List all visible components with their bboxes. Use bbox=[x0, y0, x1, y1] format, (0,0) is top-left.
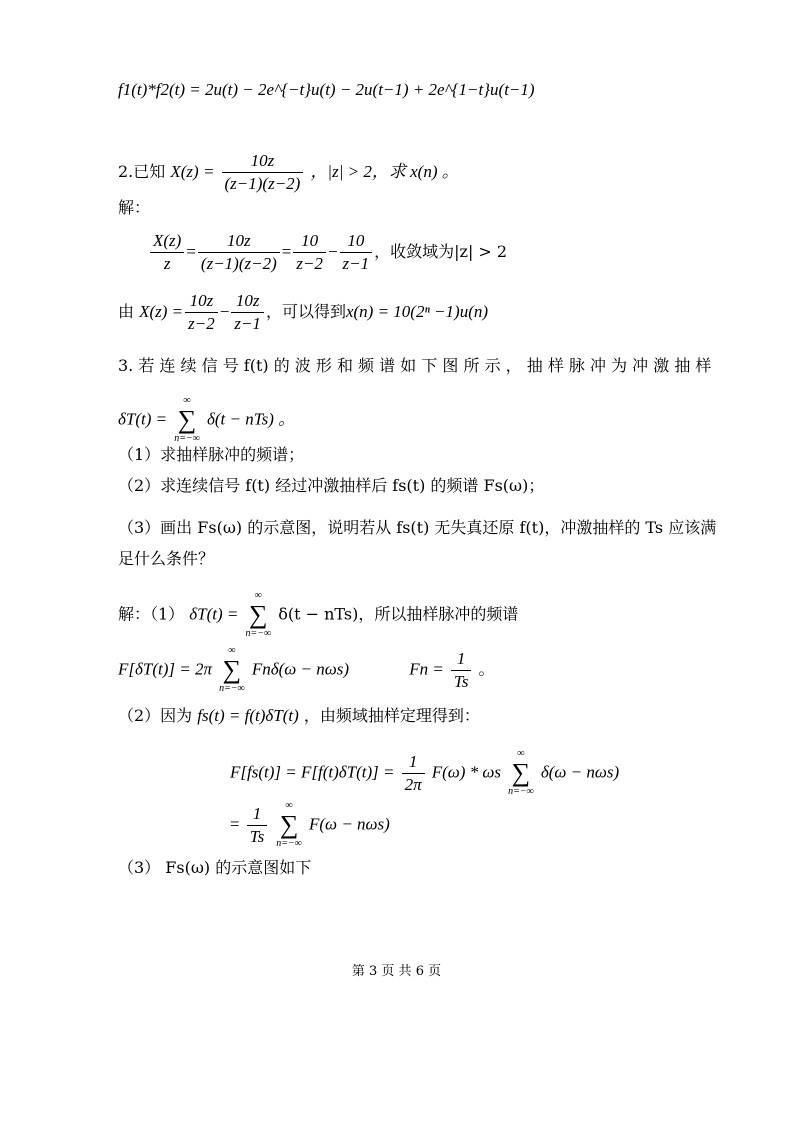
q2-numerator: 10z bbox=[222, 150, 304, 173]
q2-step-mid-den: (z−1)(z−2) bbox=[200, 254, 277, 273]
q2-res-a-num: 10z bbox=[185, 290, 218, 313]
q3-sp-sum-lower: n=−∞ bbox=[219, 683, 245, 694]
q3-eq2-den: 2π bbox=[404, 774, 422, 794]
q2-res-b-num: 10z bbox=[231, 290, 264, 313]
q2-fraction bbox=[222, 150, 304, 195]
q3-eq3-sum: ∞ ∑ n=−∞ bbox=[276, 800, 302, 849]
q3-eq2-sum-lower: n=−∞ bbox=[508, 786, 534, 797]
q3-eq3-sum-lower: n=−∞ bbox=[276, 838, 302, 849]
q3-eq2-sum-upper: ∞ bbox=[517, 748, 525, 759]
q3-sampled-spectrum bbox=[230, 748, 619, 798]
q3-fn-fraction bbox=[451, 648, 472, 693]
q3-eq3-sum-upper: ∞ bbox=[285, 800, 293, 811]
q2-step-b-den: z−1 bbox=[342, 254, 370, 273]
q2-res-b bbox=[231, 290, 264, 335]
q3-delta-body: δ(t − nTs) 。 bbox=[206, 409, 296, 429]
q3-sol1-lead: 解：（1） bbox=[118, 604, 185, 624]
q3-sum-upper: ∞ bbox=[183, 395, 191, 406]
q3-sol1-body: δ(t − nTs)，所以抽样脉冲的频谱 bbox=[278, 604, 519, 624]
q2-step-lhs-den: z bbox=[163, 254, 171, 273]
q3-fn-num: 1 bbox=[451, 648, 472, 671]
q3-solution-3: （3） Fs(ω) 的示意图如下 bbox=[118, 858, 312, 877]
q3-fn-lhs: Fn = bbox=[409, 659, 444, 679]
q3-sp-sum: ∞ ∑ n=−∞ bbox=[219, 645, 245, 694]
q2-step-b bbox=[340, 230, 373, 275]
q2-lhs: X(z) = bbox=[170, 162, 215, 181]
q2-solution-label: 解： bbox=[118, 198, 151, 217]
q2-res-x: x(n) = 10(2ⁿ −1)u(n) bbox=[345, 302, 489, 321]
convolution-result: f1(t)*f2(t) = 2u(t) − 2e^{−t}u(t) − 2u(t−1) + 2e^{1−t}u(t−1) bbox=[118, 80, 535, 99]
q2-partial-fraction: $\frac{X(z)}{z}$ = $\frac{10z}{(z-1)(z-2)}$ = $\frac{10}{z-2}$ − $\frac{10}{z-1}$ ，收敛域为|z| > 2 bbox=[148, 230, 507, 275]
q3-sum-symbol: ∞ ∑ n=−∞ bbox=[174, 395, 200, 444]
q3-delta-lhs: δT(t) = bbox=[118, 409, 168, 429]
q3-item-3a: （3）画出 Fs(ω) 的示意图，说明若从 fs(t) 无失真还原 f(t)，冲激抽样的 Ts 应该满 bbox=[118, 518, 717, 537]
q2-condition: ，|z| > 2，求 x(n) 。 bbox=[310, 162, 459, 181]
q3-sp-lhs: F[δT(t)] = 2π bbox=[118, 659, 213, 679]
q2-step-mid bbox=[198, 230, 280, 275]
q3-eq2-fraction bbox=[402, 751, 425, 796]
q2-step-lhs-num: X(z) bbox=[150, 230, 184, 253]
q2-lead: 2.已知 bbox=[118, 162, 166, 181]
q3-eq3-lhs: = bbox=[230, 814, 240, 834]
q3-sol2-lead: （2）因为 bbox=[118, 706, 193, 725]
q3-item-3b: 足什么条件？ bbox=[118, 549, 215, 568]
q2-res-tail: ，可以得到 bbox=[265, 302, 346, 321]
q3-eq2-sum: ∞ ∑ n=−∞ bbox=[508, 748, 534, 797]
page-footer: 第 3 页 共 6 页 bbox=[351, 964, 442, 979]
q3-item-2: （2）求连续信号 f(t) 经过冲激抽样后 fs(t) 的频谱 Fs(ω)； bbox=[118, 476, 545, 495]
q2-step-a-den: z−2 bbox=[296, 254, 323, 273]
q3-sol1-sum-lower: n=−∞ bbox=[245, 628, 272, 639]
q2-denominator: (z−1)(z−2) bbox=[224, 174, 301, 193]
q3-statement: 3. 若 连 续 信 号 f(t) 的 波 形 和 频 谱 如 下 图 所 示 ， 抽 样 脉 冲 为 冲 激 抽 样 bbox=[118, 356, 712, 375]
q3-solution-1 bbox=[118, 590, 518, 640]
q3-eq3-body: F(ω − nωs) bbox=[309, 814, 390, 834]
q2-result: 由 X(z) = $\frac{10z}{z-2}$ − $\frac{10z}{z-1}$ ，可以得到x(n) = 10(2ⁿ −1)u(n) bbox=[118, 291, 489, 333]
q2-statement bbox=[118, 150, 459, 195]
q3-sum-lower: n=−∞ bbox=[174, 433, 200, 444]
q2-res-b-den: z−1 bbox=[234, 314, 261, 333]
q2-step-mid-num: 10z bbox=[198, 230, 280, 253]
q3-impulse-train bbox=[118, 395, 295, 445]
q3-sol1-delta: δT(t) = bbox=[189, 604, 239, 624]
q2-step-lhs bbox=[150, 230, 184, 275]
q3-sampled-spectrum-result bbox=[230, 800, 390, 850]
q2-step-a bbox=[293, 230, 326, 275]
q2-roc: ，收敛域为|z| > 2 bbox=[374, 242, 508, 261]
q3-solution-2 bbox=[118, 706, 480, 726]
q2-res-lhs: X(z) = bbox=[139, 302, 184, 321]
q3-eq2-body1: F(ω) * ωs bbox=[431, 762, 502, 782]
q3-sol2-rel: fs(t) = f(t)δT(t) bbox=[197, 706, 299, 725]
q2-res-a bbox=[185, 290, 218, 335]
q3-sol1-sum-upper: ∞ bbox=[254, 590, 262, 601]
q3-item-1: （1）求抽样脉冲的频谱； bbox=[118, 445, 305, 464]
q3-sol1-sum: ∞ ∑ n=−∞ bbox=[245, 590, 272, 639]
q3-spectrum bbox=[118, 645, 495, 695]
q2-step-a-num: 10 bbox=[293, 230, 326, 253]
q3-eq3-den: Ts bbox=[249, 826, 265, 846]
q3-fn-den: Ts bbox=[453, 671, 469, 691]
q3-eq2-num: 1 bbox=[402, 751, 425, 774]
q3-eq2-body2: δ(ω − nωs) bbox=[540, 762, 620, 782]
q2-res-a-den: z−2 bbox=[188, 314, 215, 333]
q3-fn-tail: 。 bbox=[478, 659, 495, 679]
q2-by: 由 bbox=[118, 302, 135, 321]
q2-step-b-num: 10 bbox=[340, 230, 373, 253]
q3-sp-sum-upper: ∞ bbox=[228, 645, 236, 656]
q3-eq3-fraction bbox=[247, 803, 268, 848]
q3-sol2-tail: ，由频域抽样定理得到： bbox=[303, 706, 480, 725]
q3-eq2-lhs: F[fs(t)] = F[f(t)δT(t)] = bbox=[230, 762, 395, 782]
q3-sp-body: Fnδ(ω − nωs) bbox=[251, 659, 350, 679]
q3-eq3-num: 1 bbox=[247, 803, 268, 826]
